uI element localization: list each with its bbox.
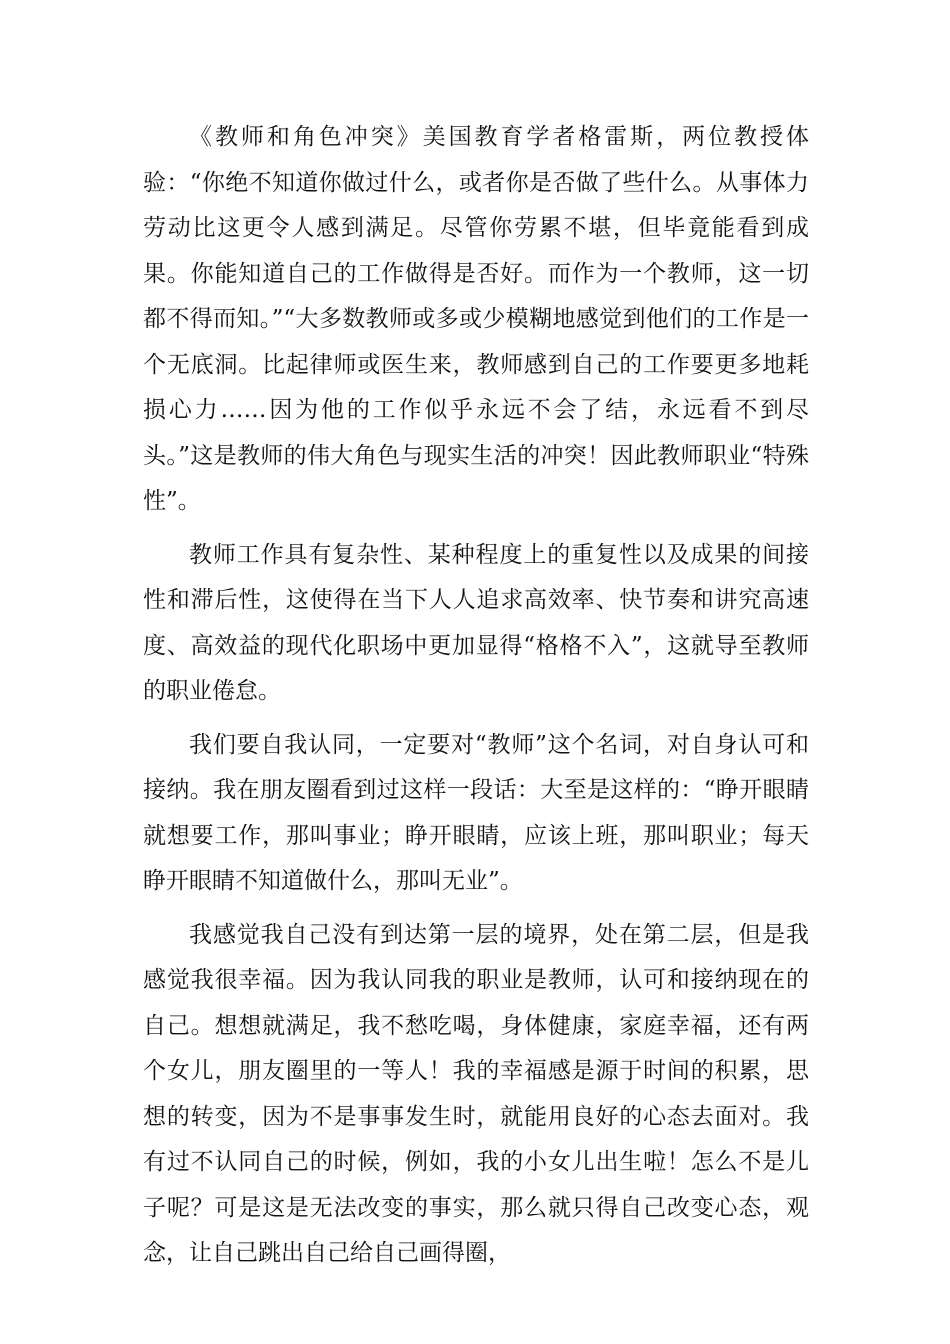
document-body <box>143 115 809 1285</box>
paragraph-2: 教师工作具有复杂性、某种程度上的重复性以及成果的间接性和滞后性，这使得在当下人人追求高效率、快节奏和讲究高速度、高效益的现代化职场中更加显得“格格不入”，这就导至教师的职业倦怠。 <box>143 541 809 704</box>
paragraph-3: 我们要自我认同，一定要对“教师”这个名词，对自身认可和接纳。我在朋友圈看到过这样一段话：大至是这样的：“睁开眼睛就想要工作，那叫事业；睁开眼睛，应该上班，那叫职业；每天睁开眼睛不知道做什么，那叫无业”。 <box>143 731 809 894</box>
paragraph-4: 我感觉我自己没有到达第一层的境界，处在第二层，但是我感觉我很幸福。因为我认同我的职业是教师，认可和接纳现在的自己。想想就满足，我不愁吃喝，身体健康，家庭幸福，还有两个女儿，朋友圈里的一等人！我的幸福感是源于时间的积累，思想的转变，因为不是事事发生时，就能用良好的心态去面对。我有过不认同自己的时候，例如，我的小女儿出生啦！怎么不是儿子呢？可是这是无法改变的事实，那么就只得自己改变心态，观念，让自己跳出自己给自己画得圈， <box>143 921 809 1266</box>
paragraph-1: 《教师和角色冲突》美国教育学者格雷斯，两位教授体验：“你绝不知道你做过什么，或者你是否做了些什么。从事体力劳动比这更令人感到满足。尽管你劳累不堪，但毕竟能看到成果。你能知道自己的工作做得是否好。而作为一个教师，这一切都不得而知。”“大多数教师或多或少模糊地感觉到他们的工作是一个无底洞。比起律师或医生来，教师感到自己的工作要更多地耗损心力……因为他的工作似乎永远不会了结，永远看不到尽头。”这是教师的伟大角色与现实生活的冲突！因此教师职业“特殊性”。 <box>143 124 809 514</box>
